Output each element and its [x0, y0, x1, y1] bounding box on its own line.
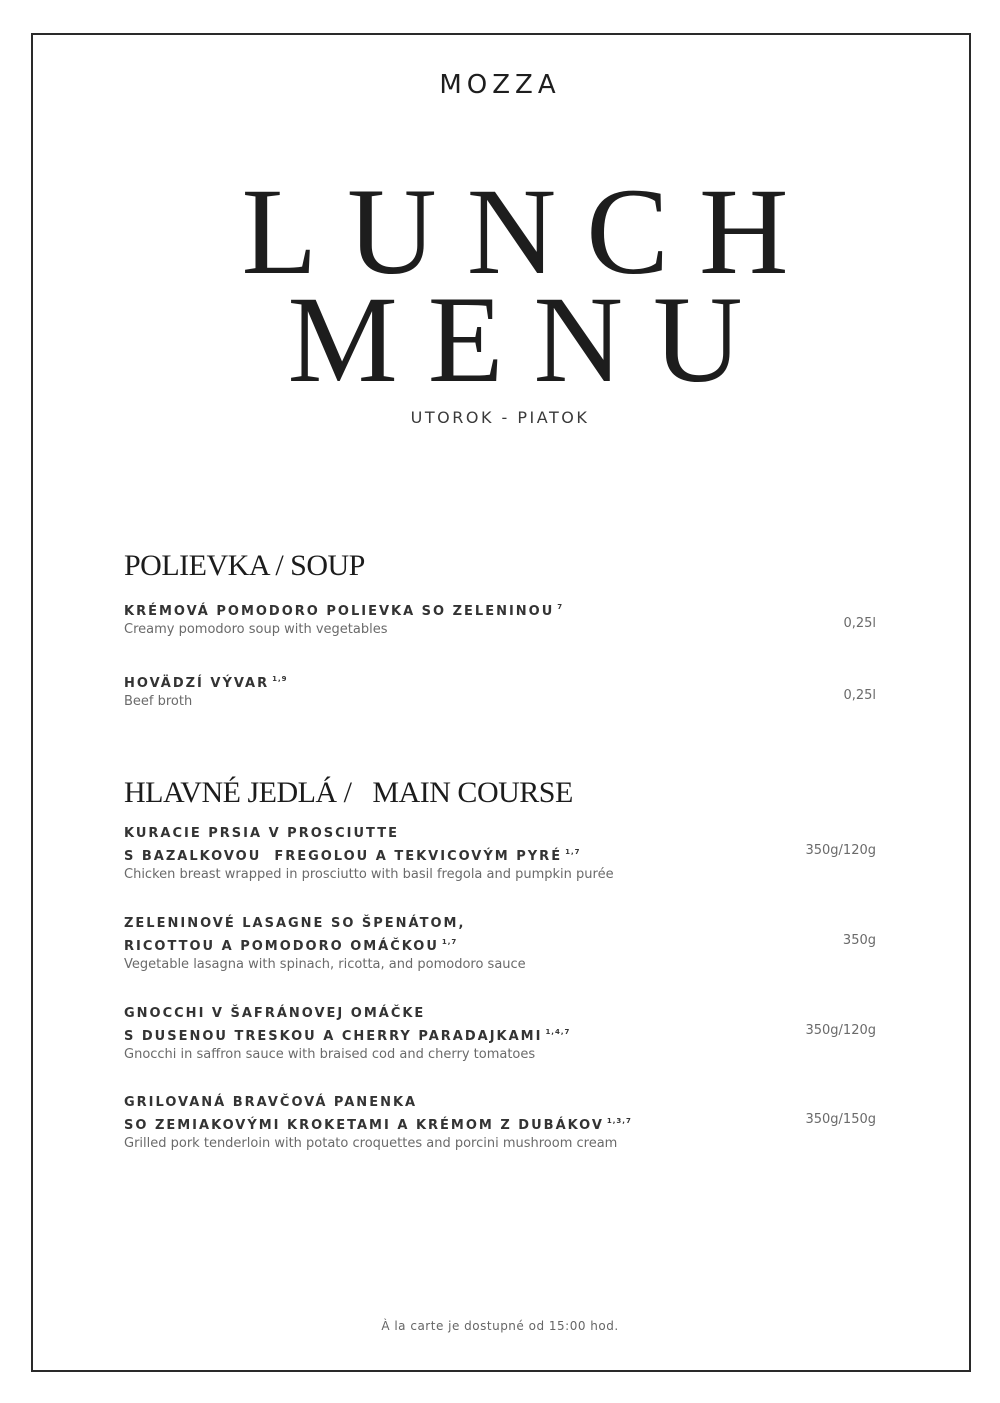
menu-item-gnocchi	[124, 1005, 876, 1064]
title-lunch: LUNCH	[241, 163, 819, 300]
allergens: 1,3,7	[606, 1117, 632, 1125]
item-quantity: 350g/150g	[805, 1112, 876, 1127]
allergens: 1,4,7	[545, 1028, 571, 1036]
item-description: Beef broth	[124, 694, 193, 709]
allergens: 1,7	[441, 938, 458, 946]
item-name: SO ZEMIAKOVÝMI KROKETAMI A KRÉMOM Z DUBÁKOV $^{1,3,7}$	[124, 1117, 632, 1133]
item-description: Vegetable lasagna with spinach, ricotta, and pomodoro sauce	[124, 957, 526, 972]
brand-logo: MOZZA	[439, 70, 561, 100]
item-quantity: 0,25l	[843, 688, 876, 703]
item-name: HOVÄDZÍ VÝVAR $^{1,9}$	[124, 675, 288, 691]
item-name-line1: GRILOVANÁ BRAVČOVÁ PANENKA	[124, 1095, 418, 1110]
allergens: 1,7	[565, 848, 581, 856]
item-description: Chicken breast wrapped in prosciutto with basil fregola and pumpkin purée	[124, 867, 614, 882]
item-quantity: 0,25l	[843, 616, 876, 631]
item-name: S BAZALKOVOU FREGOLOU A TEKVICOVÝM PYRÉ $^{1,7}$	[124, 848, 581, 864]
footer-note: À la carte je dostupné od 15:00 hod.	[381, 1319, 619, 1333]
item-name: RICOTTOU A POMODORO OMÁČKOU $^{1,7}$	[124, 938, 458, 954]
title-menu: MENU	[287, 271, 773, 408]
allergens: 1,9	[272, 675, 288, 683]
item-name-line1: KURACIE PRSIA V PROSCIUTTE	[124, 826, 399, 841]
item-name-line1: ZELENINOVÉ LASAGNE SO ŠPENÁTOM,	[124, 916, 466, 931]
item-description: Gnocchi in saffron sauce with braised cod and cherry tomatoes	[124, 1047, 536, 1062]
item-quantity: 350g/120g	[805, 843, 876, 858]
item-description: Creamy pomodoro soup with vegetables	[124, 622, 388, 637]
section-title-main-course: HLAVNÉ JEDLÁ / MAIN COURSE	[124, 776, 573, 809]
item-quantity: 350g/120g	[805, 1023, 876, 1038]
section-title-soup: POLIEVKA / SOUP	[124, 549, 365, 582]
menu-item-beef-broth	[124, 670, 876, 711]
days-subtitle: UTOROK - PIATOK	[410, 408, 590, 427]
item-name-line1: GNOCCHI V ŠAFRÁNOVEJ OMÁČKE	[124, 1006, 426, 1021]
item-name: S DUSENOU TRESKOU A CHERRY PARADAJKAMI $^{1,4,7}$	[124, 1028, 571, 1044]
item-quantity: 350g	[842, 933, 876, 948]
item-name: KRÉMOVÁ POMODORO POLIEVKA SO ZELENINOU $^7$	[124, 603, 564, 619]
menu-item-lasagne	[124, 915, 876, 974]
item-description: Grilled pork tenderloin with potato croquettes and porcini mushroom cream	[124, 1136, 618, 1151]
menu-item-pork	[124, 1094, 876, 1153]
menu-item-tomato-soup	[124, 598, 876, 639]
allergens: 7	[557, 603, 564, 611]
menu-item-chicken	[124, 825, 876, 884]
